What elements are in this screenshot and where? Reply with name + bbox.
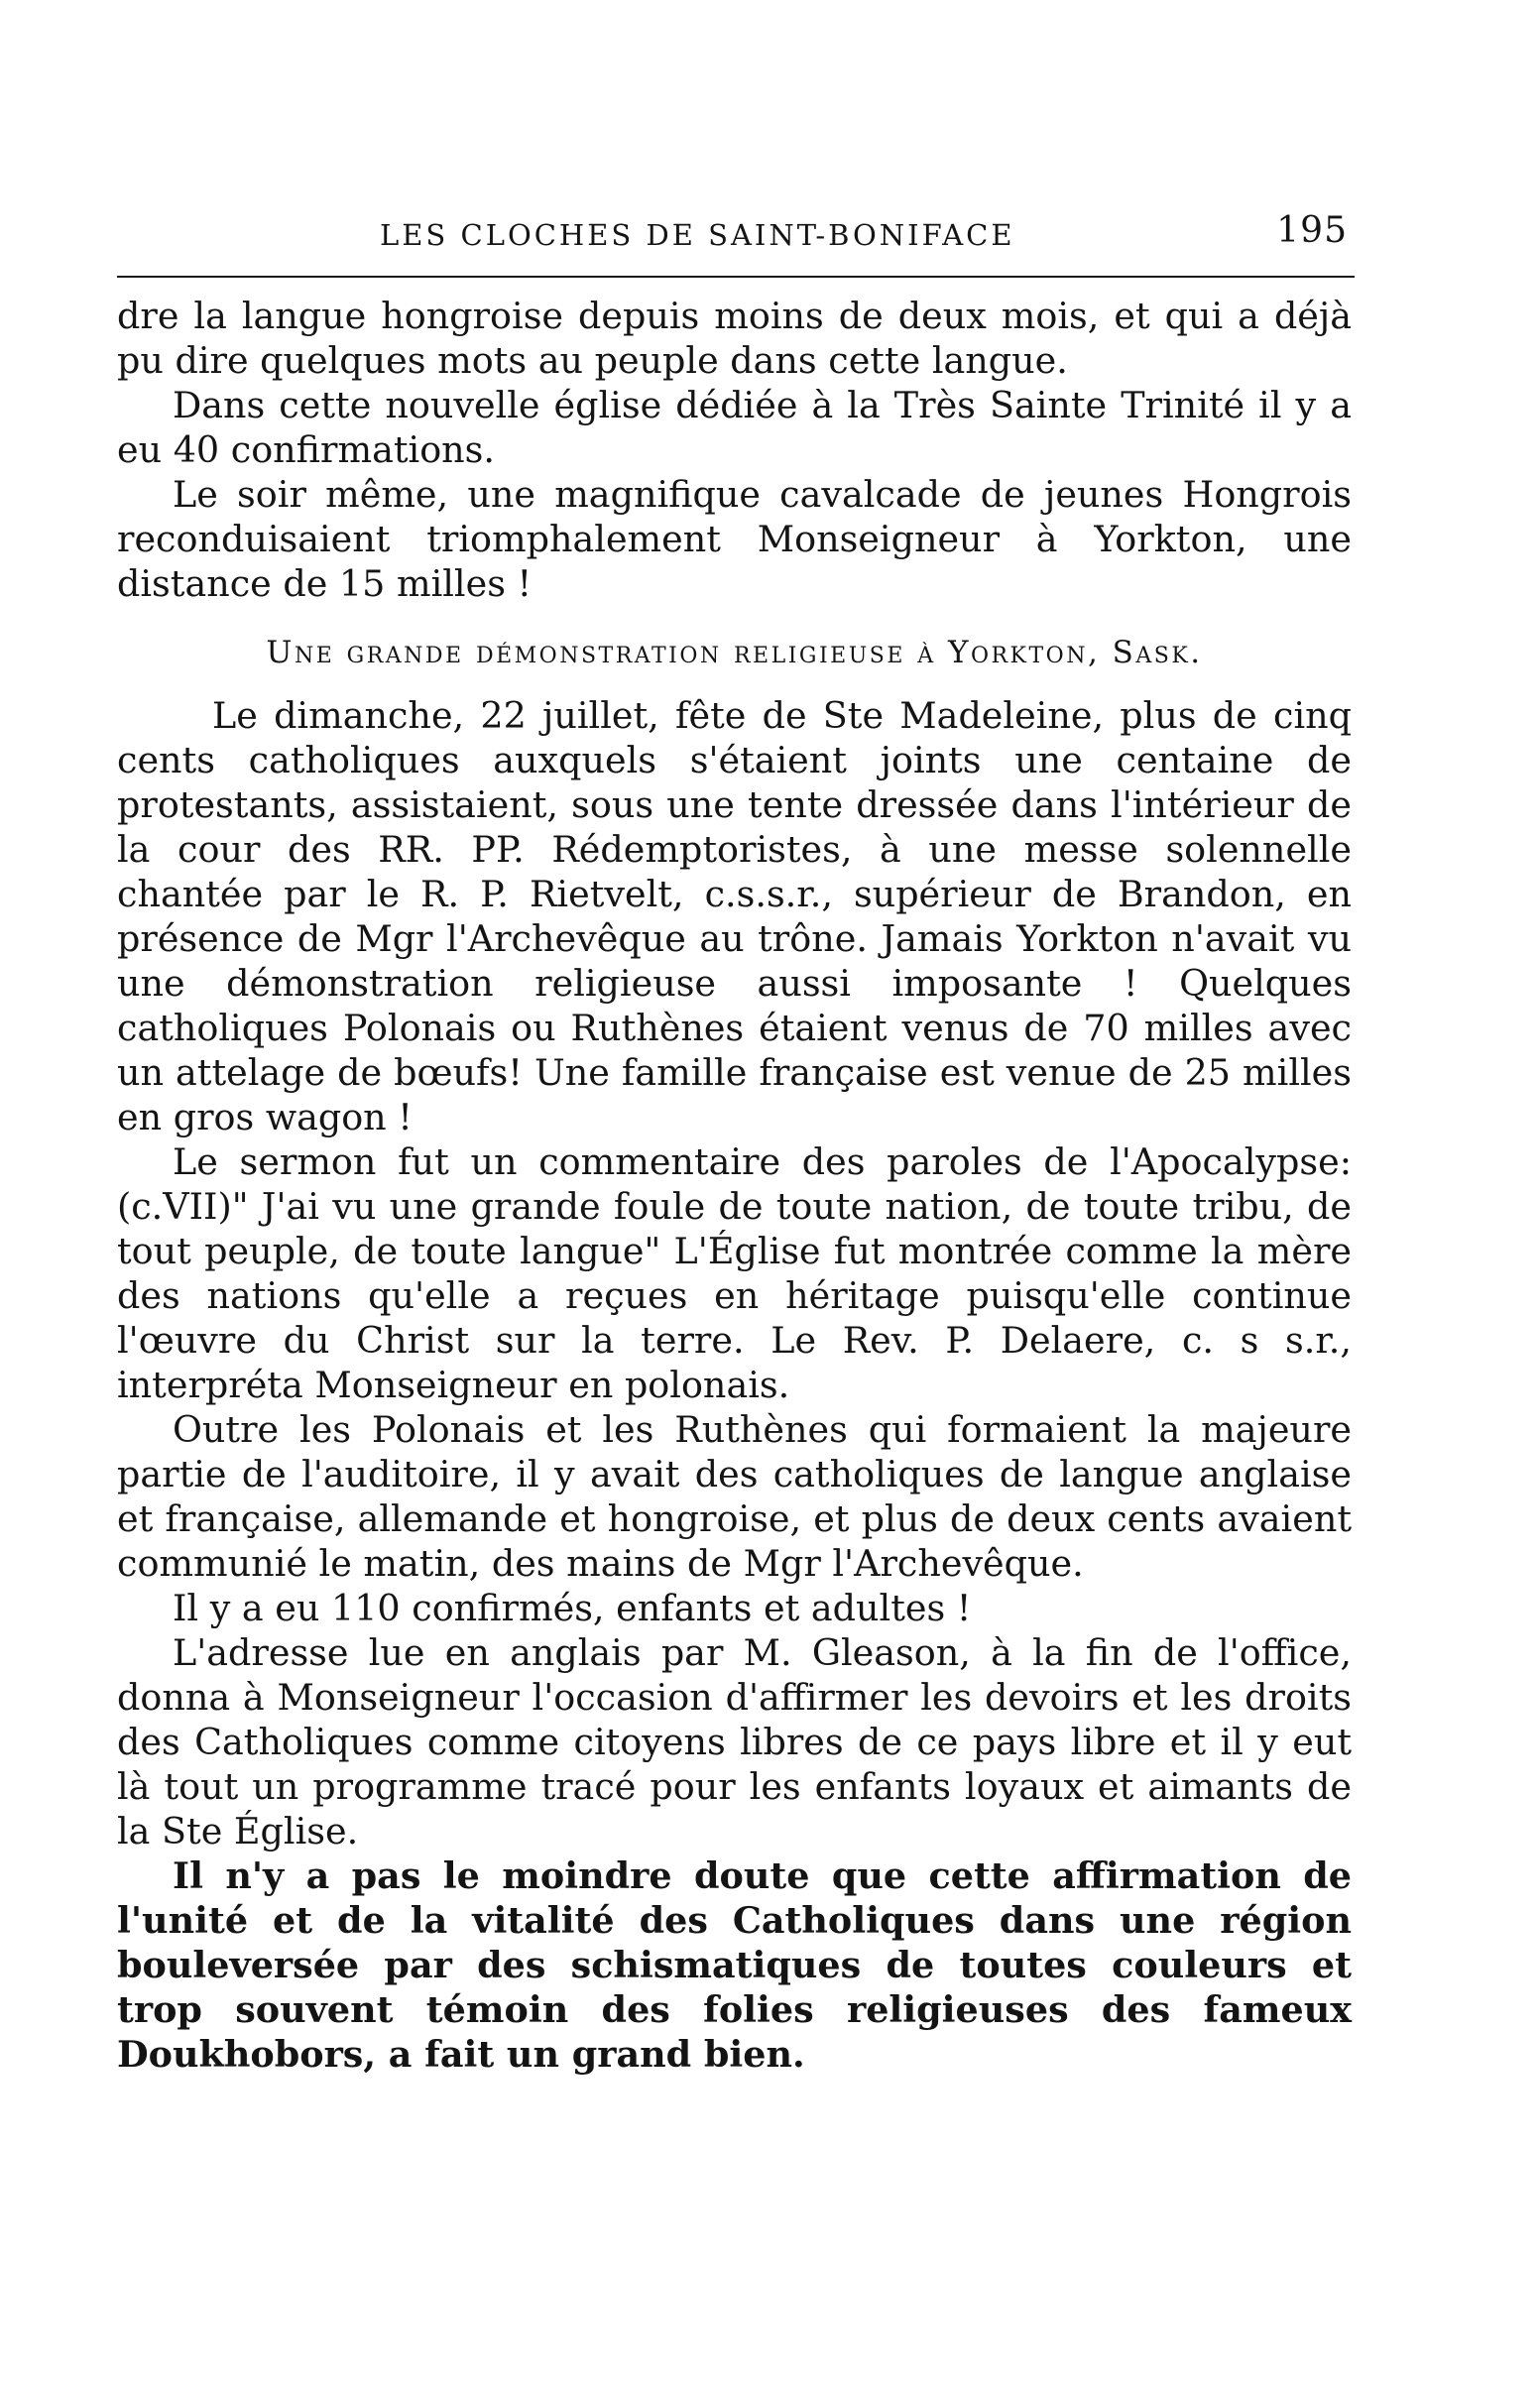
paragraph-confirmed: Il y a eu 110 confirmés, enfants et adultes !: [173, 1587, 972, 1629]
paragraph-conclusion: Il n'y a pas le moindre doute que cette affirmation de l'unité et de la vitalité des Catholiques dans une région bouleversée par des schismatiques de toutes couleurs et trop souvent témoin des folies religieuses des fameux Doukhobors, a fait un grand bien.: [117, 1854, 1352, 2076]
page-number: 195: [1276, 210, 1348, 251]
section-heading: Une grande démonstration religieuse à Yorkton, Sask.: [266, 635, 1203, 670]
header-rule: [117, 276, 1355, 278]
paragraph-continuation: dre la langue hongroise depuis moins de deux mois, et qui a déjà pu dire quelques mots au peuple dans cette langue.: [117, 295, 1352, 382]
paragraph-audience: Outre les Polonais et les Ruthènes qui formaient la majeure partie de l'auditoire, il y avait des catholiques de langue anglaise et française, allemande et hongroise, et plus de deux cents avaient communié le matin, des mains de Mgr l'Archevêque.: [117, 1408, 1352, 1585]
page-body: [117, 294, 1352, 2077]
paragraph-sunday-mass: Le dimanche, 22 juillet, fête de Ste Madeleine, plus de cinq cents catholiques auxquels s'étaient joints une centaine de protestants, assistaient, sous une tente dressée dans l'intérieur de la cour des RR. PP. Rédemptoristes, à une messe solennelle chantée par le R. P. Rietvelt, c.s.s.r., supérieur de Brandon, en présence de Mgr l'Archevêque au trône. Jamais Yorkton n'avait vu une démonstration religieuse aussi imposante ! Quelques catholiques Polonais ou Ruthènes étaient venus de 70 milles avec un attelage de bœufs! Une famille française est venue de 25 milles en gros wagon !: [117, 694, 1352, 1138]
running-title: LES CLOCHES DE SAINT-BONIFACE: [380, 218, 1015, 252]
paragraph-address: L'adresse lue en anglais par M. Gleason, à la fin de l'office, donna à Monseigneur l'occasion d'affirmer les devoirs et les droits des Catholiques comme citoyens libres de ce pays libre et il y eut là tout un programme tracé pour les enfants loyaux et aimants de la Ste Église.: [117, 1631, 1352, 1852]
paragraph-confirmations: Dans cette nouvelle église dédiée à la Très Sainte Trinité il y a eu 40 confirmations.: [117, 384, 1352, 471]
paragraph-cavalcade: Le soir même, une magnifique cavalcade de jeunes Hongrois reconduisaient triomphalement Monseigneur à Yorkton, une distance de 15 milles !: [117, 473, 1352, 605]
paragraph-sermon: Le sermon fut un commentaire des paroles de l'Apocalypse: (c.VII)" J'ai vu une grande foule de toute nation, de toute tribu, de tout peuple, de toute langue" L'Église fut montrée comme la mère des nations qu'elle a reçues en héritage puisqu'elle continue l'œuvre du Christ sur la terre. Le Rev. P. Delaere, c. s s.r., interpréta Monseigneur en polonais.: [117, 1140, 1352, 1406]
running-head: [117, 210, 1352, 270]
